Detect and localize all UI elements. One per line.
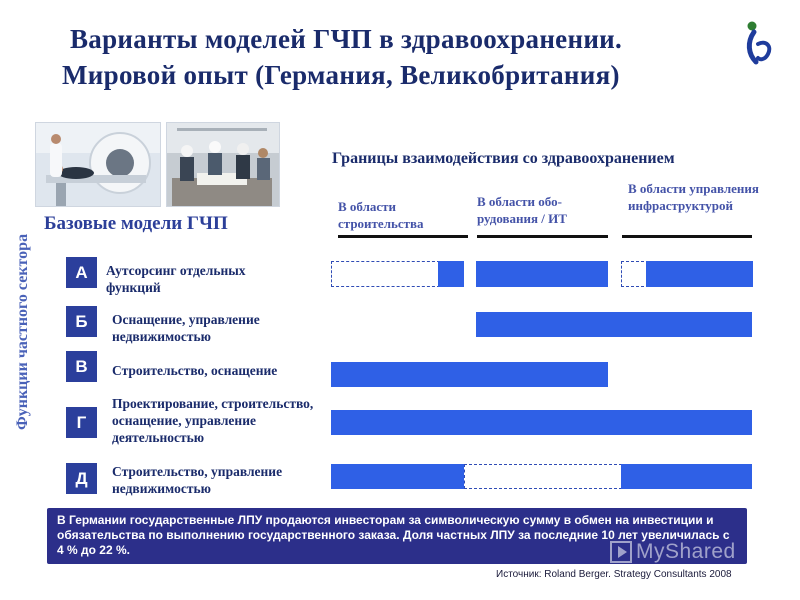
row-a-bar-equipment xyxy=(476,261,608,287)
base-models-title: Базовые модели ГЧП xyxy=(44,213,228,234)
watermark xyxy=(610,540,736,564)
row-v-bar xyxy=(331,362,608,387)
column-divider-construction xyxy=(338,235,468,238)
row-d-bar-construction xyxy=(331,464,465,489)
organization-logo-icon xyxy=(742,20,778,68)
column-divider-equipment xyxy=(477,235,608,238)
row-a-dashed-infrastructure xyxy=(621,261,649,287)
row-d-dashed-equipment xyxy=(464,464,622,489)
column-header-equipment: В области обо-рудования / ИТ xyxy=(477,194,567,226)
row-label-g: Проектирование, строительство, оснащение, управление деятельностью xyxy=(112,396,314,445)
row-badge-a: А xyxy=(66,257,97,288)
row-label-v: Строительство, оснащение xyxy=(112,363,278,378)
side-label: Функции частного сектора xyxy=(14,233,31,430)
watermark-text: MyShared xyxy=(636,540,736,563)
column-header-infrastructure: В области управления инфраструктурой xyxy=(628,181,759,213)
photo-medical-scanner xyxy=(35,122,161,207)
row-badge-g: Г xyxy=(66,407,97,438)
column-divider-infrastructure xyxy=(622,235,752,238)
row-label-a: Аутсорсинг отдельных функций xyxy=(106,263,246,295)
row-a-bar-construction xyxy=(438,261,464,287)
row-badge-b: Б xyxy=(66,306,97,337)
row-badge-d: Д xyxy=(66,463,97,494)
row-label-d: Строительство, управление недвижимостью xyxy=(112,464,283,496)
row-a-dashed-construction xyxy=(331,261,440,287)
row-g-bar xyxy=(331,410,752,435)
info-note-text: В Германии государственные ЛПУ продаются инвесторам за символическую сумму в обмен на инвестиции и обязательства по выполнению государственного заказа. Доля частных ЛПУ за последние 10 лет увеличилась с 4 % до 22 %. xyxy=(57,513,730,557)
row-label-b: Оснащение, управление недвижимостью xyxy=(112,312,260,344)
row-badge-v: В xyxy=(66,351,97,382)
page-title-line-1: Варианты моделей ГЧП в здравоохранении. xyxy=(70,24,623,54)
row-b-bar xyxy=(476,312,752,337)
page-title-line-2: Мировой опыт (Германия, Великобритания) xyxy=(62,60,620,90)
source-citation: Источник: Roland Berger. Strategy Consultants 2008 xyxy=(496,569,732,580)
column-header-construction: В области строительства xyxy=(338,199,424,231)
watermark-play-icon xyxy=(610,541,632,563)
photo-construction-team xyxy=(166,122,280,207)
chart-heading: Границы взаимодействия со здравоохранением xyxy=(332,150,675,167)
row-d-bar-infrastructure xyxy=(621,464,752,489)
row-a-bar-infrastructure xyxy=(646,261,753,287)
